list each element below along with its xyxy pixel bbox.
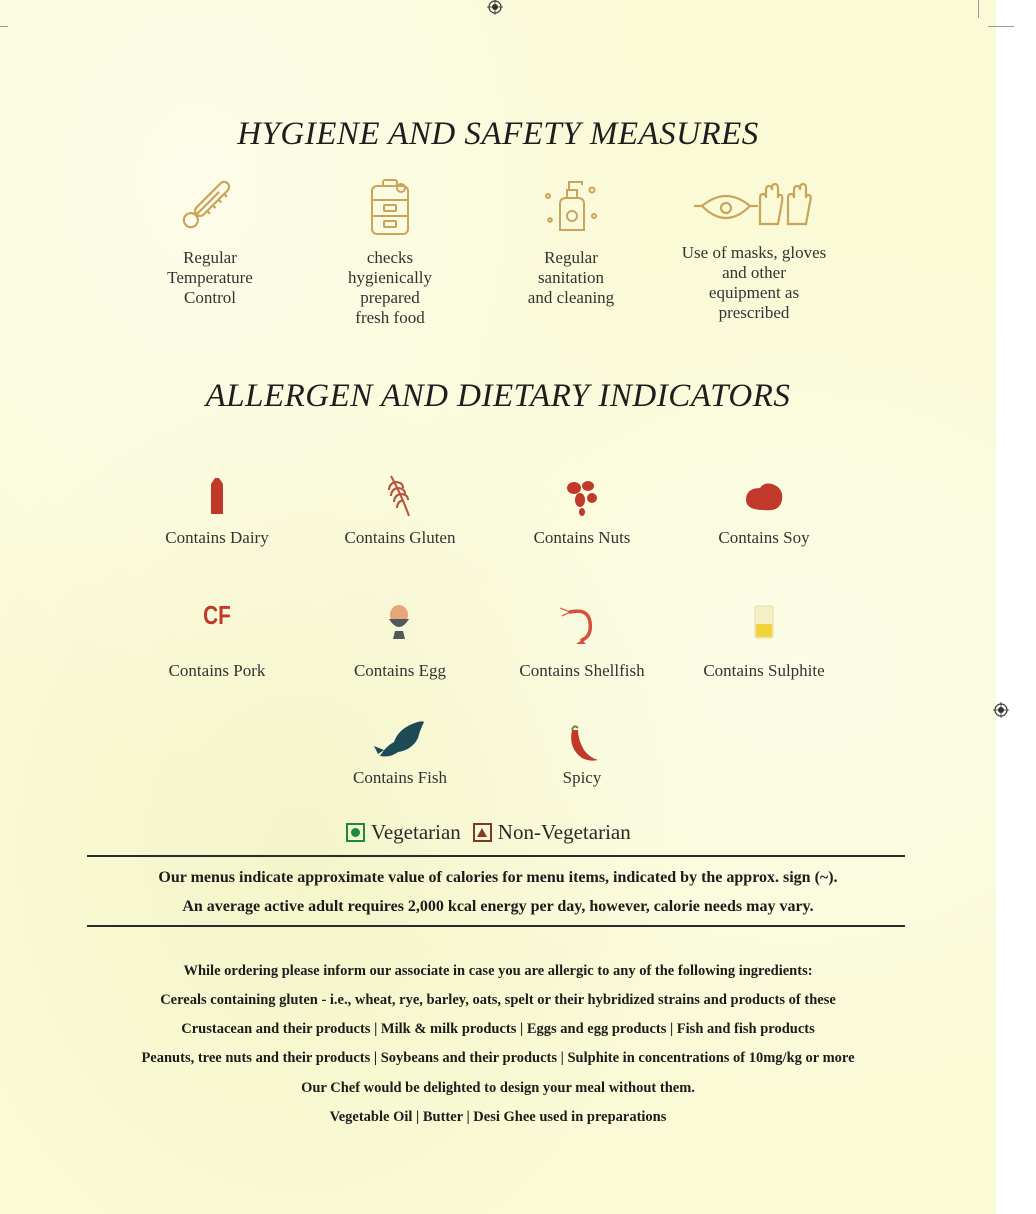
soy-bean-icon [734,474,794,518]
divider [87,855,905,857]
hygiene-label-masks-gloves: Use of masks, gloves and other equipment as prescribed [681,243,827,322]
sanitizer-bottle-icon [536,176,606,236]
chili-icon [552,724,612,768]
allergy-notice-line: Crustacean and their products | Milk & milk products | Eggs and egg products | Fish and fish products [181,1021,815,1037]
allergen-label-soy: Contains Soy [718,528,810,547]
vegetarian-icon [346,823,365,842]
diet-legend [346,820,631,845]
calorie-note-line-2: An average active adult requires 2,000 kcal energy per day, however, calorie needs may vary. [182,898,814,915]
crop-mark [0,26,8,27]
food-container-icon [355,178,425,238]
nuts-icon [552,474,612,518]
allergen-label-gluten: Contains Gluten [344,528,456,547]
crop-mark [978,0,979,18]
thermometer-icon [170,176,240,236]
page-margin [996,0,1036,1214]
hygiene-label-temperature: Regular Temperature Control [167,248,253,307]
allergen-label-dairy: Contains Dairy [165,528,269,547]
crop-mark [988,26,1014,27]
allergy-notice-line: Peanuts, tree nuts and their products | Soybeans and their products | Sulphite in concentrations of 10mg/kg or more [141,1050,855,1066]
allergy-notice-line: While ordering please inform our associate in case you are allergic to any of the following ingredients: [183,963,813,979]
hygiene-title: HYGIENE AND SAFETY MEASURES [237,116,759,152]
allergen-label-fish: Contains Fish [353,768,447,787]
non-vegetarian-icon [473,823,492,842]
non-vegetarian-label: Non-Vegetarian [497,820,631,844]
divider [87,925,905,927]
vegetarian-label: Vegetarian [371,820,461,844]
allergen-title: ALLERGEN AND DIETARY INDICATORS [205,378,791,414]
allergen-label-shellfish: Contains Shellfish [519,661,645,680]
dairy-icon [187,474,247,518]
egg-icon [369,603,429,647]
allergen-label-nuts: Contains Nuts [533,528,631,547]
calorie-note-line-1: Our menus indicate approximate value of calories for menu items, indicated by the approx. sign (~). [158,869,838,886]
allergy-notice-line: Vegetable Oil | Butter | Desi Ghee used in preparations [329,1109,667,1125]
mask-gloves-icon [692,178,818,238]
pork-icon: CF [203,600,231,630]
fish-icon [372,716,432,760]
allergy-notice-line: Cereals containing gluten - i.e., wheat, rye, barley, oats, spelt or their hybridized strains and products of these [160,992,836,1008]
registration-mark-icon [993,702,1009,718]
allergen-label-egg: Contains Egg [353,661,447,680]
shrimp-icon [552,602,612,646]
hygiene-label-sanitation: Regular sanitation and cleaning [527,248,615,307]
allergen-label-sulphite: Contains Sulphite [703,661,825,680]
allergen-label-pork: Contains Pork [168,661,266,680]
allergy-notice-line: Our Chef would be delighted to design your meal without them. [301,1080,695,1096]
allergen-label-spicy: Spicy [562,768,602,787]
hygiene-label-fresh-food: checks hygienically prepared fresh food [347,248,433,327]
sulphite-jar-icon [734,602,794,646]
wheat-icon [369,472,429,516]
registration-mark-icon [487,0,503,15]
